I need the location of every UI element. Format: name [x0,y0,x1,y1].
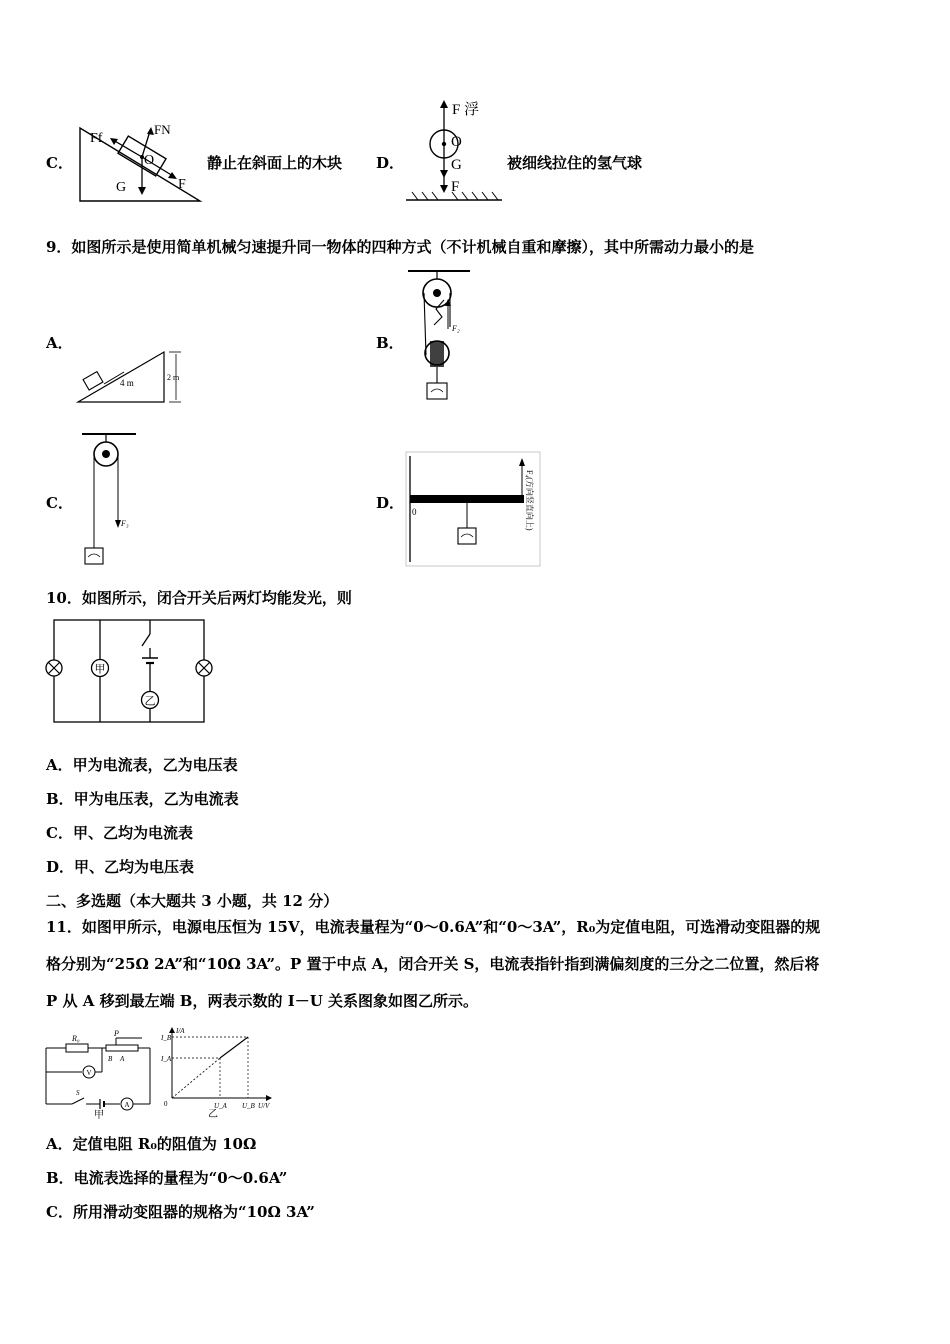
q9-d-zero: 0 [412,507,417,517]
q10-option-a: A．甲为电流表，乙为电压表 [46,756,238,774]
q10-option-d: D．甲、乙均为电压表 [46,858,195,876]
q11-yi-ua: U_A [214,1102,227,1110]
q8-d-ffloat: F 浮 [452,102,480,118]
q10-stem: 10．如图所示，闭合开关后两灯均能发光，则 [46,589,352,607]
q11-jia-voltmeter: V [86,1069,92,1077]
q8-incline-figure [70,118,210,206]
q8-d-g: G [451,157,462,173]
q11-jia-r0: R₀ [72,1034,80,1043]
q8-option-c-text: 静止在斜面上的木块 [207,154,343,172]
q11-yi-yaxis: I/A [176,1027,185,1035]
q9-stem: 9．如图所示是使用简单机械匀速提升同一物体的四种方式（不计机械自重和摩擦），其中所需动力最小的是 [46,238,754,256]
q11-jia-ammeter: A [124,1101,130,1109]
section2-title: 二、多选题（本大题共 3 小题，共 12 分） [46,892,339,910]
q9-lever-figure [404,450,544,570]
q11-jia-a: A [120,1055,125,1063]
q8-option-d-text: 被细线拉住的氢气球 [507,154,643,172]
q11-yi-ib: I_B [161,1034,172,1042]
q8-c-fn: FN [154,122,171,137]
q8-d-f: F [451,179,460,195]
q11-option-b: B．电流表选择的量程为“0～0.6A” [46,1169,288,1187]
q11-jia-caption: 甲 [94,1110,104,1121]
q9-d-force: F₄(方向竖直向上) [525,470,534,531]
q11-yi-origin: 0 [164,1100,168,1108]
q9-option-d-label: D． [376,494,405,512]
q11-stem-line2: 格分别为“25Ω 2A”和“10Ω 3A”。P 置于中点 A，闭合开关 S，电流表指针指到满偏刻度的三分之二位置，然后将 [46,955,820,973]
q10-option-c: C．甲、乙均为电流表 [46,824,193,842]
q10-circuit-figure [42,612,218,728]
q9-c-force: F₃ [121,519,129,528]
q8-d-o: O [451,134,462,150]
q10-meter-yi: 乙 [144,695,156,708]
q11-iu-graph-figure [160,1024,280,1120]
q8-option-d-label: D． [376,154,405,172]
q9-option-a-label: A． [46,334,73,352]
q9-b-force: F₂ [452,324,460,333]
q10-meter-jia: 甲 [94,663,106,676]
q9-a-len: 4 m [120,378,134,388]
q11-circuit-jia-figure [42,1028,162,1120]
q11-stem-line1: 11．如图甲所示，电源电压恒为 15V，电流表量程为“0～0.6A”和“0～3A”，R₀为定值电阻，可选滑动变阻器的规 [46,918,821,936]
q8-c-ff: Ff [90,131,103,146]
q11-yi-xaxis: U/V [258,1102,270,1110]
q11-jia-b: B [108,1055,113,1063]
q9-fixed-pulley-figure [76,430,146,570]
q9-pulley-block-figure [400,265,480,407]
q11-jia-p: P [114,1029,119,1038]
q11-yi-caption: 乙 [208,1109,218,1120]
q8-balloon-figure [400,96,510,206]
q8-option-c-label: C． [46,154,73,172]
q9-option-c-label: C． [46,494,73,512]
q11-option-a: A．定值电阻 R₀的阻值为 10Ω [46,1135,257,1153]
q9-a-height: 2 m [167,373,180,382]
q11-yi-ub: U_B [242,1102,255,1110]
q11-yi-ia: I_A [161,1055,172,1063]
q11-stem-line3: P 从 A 移到最左端 B，两表示数的 I－U 关系图象如图乙所示。 [46,992,479,1010]
q11-option-c: C．所用滑动变阻器的规格为“10Ω 3A” [46,1203,315,1221]
q9-incline-figure [76,348,186,408]
q9-option-b-label: B． [376,334,404,352]
q8-c-g: G [116,180,127,195]
q11-jia-s: S [76,1089,80,1097]
q8-c-o: O [144,153,155,168]
q10-option-b: B．甲为电压表，乙为电流表 [46,790,239,808]
q8-c-f: F [178,177,186,192]
